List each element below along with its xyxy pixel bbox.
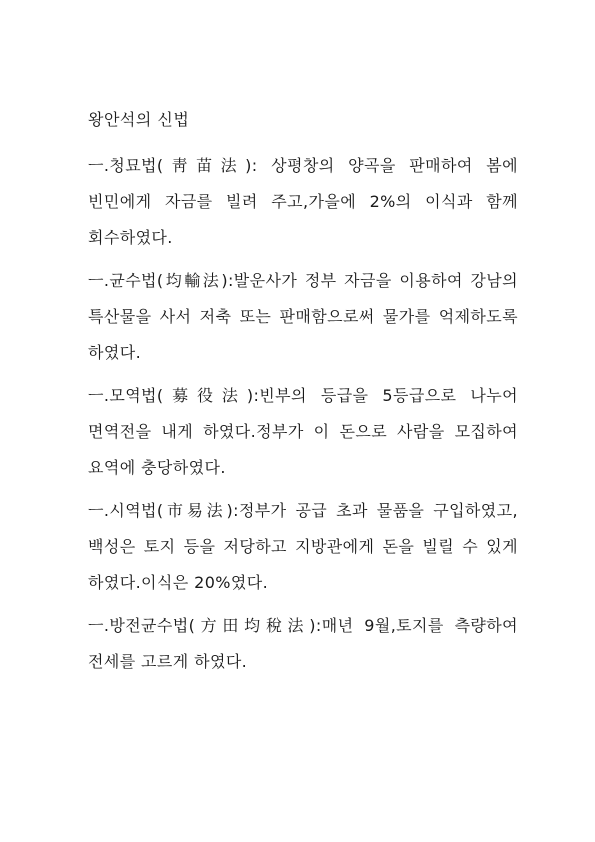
document-title: 왕안석의 신법 — [88, 110, 190, 129]
paragraph-siyeokbeop: ㅡ.시역법(市易法):정부가 공급 초과 물품을 구입하였고,백성은 토지 등을 저당하고 지방관에게 돈을 빌릴 수 있게 하였다.이식은 20%였다. — [88, 501, 518, 592]
paragraph-gyunsubeop: ㅡ.균수법(均輸法):발운사가 정부 자금을 이용하여 강남의 특산물을 사서 저축 또는 판매함으로써 물가를 억제하도록 하였다. — [88, 271, 518, 362]
paragraph-bangjeongyunsubeop: ㅡ.방전균수법(方田均稅法):매년 9월,토지를 측량하여 전세를 고르게 하였다. — [88, 616, 518, 671]
paragraph-moyeokbeop: ㅡ.모역법(募役法):빈부의 등급을 5등급으로 나누어 면역전을 내게 하였다.정부가 이 돈으로 사람을 모집하여 요역에 충당하였다. — [88, 386, 518, 477]
paragraph-cheongmyobeop: ㅡ.청묘법(靑苗法): 상평창의 양곡을 판매하여 봄에 빈민에게 자금를 빌려 주고,가을에 2%의 이식과 함께 회수하였다. — [88, 156, 518, 247]
document-page — [88, 106, 518, 687]
